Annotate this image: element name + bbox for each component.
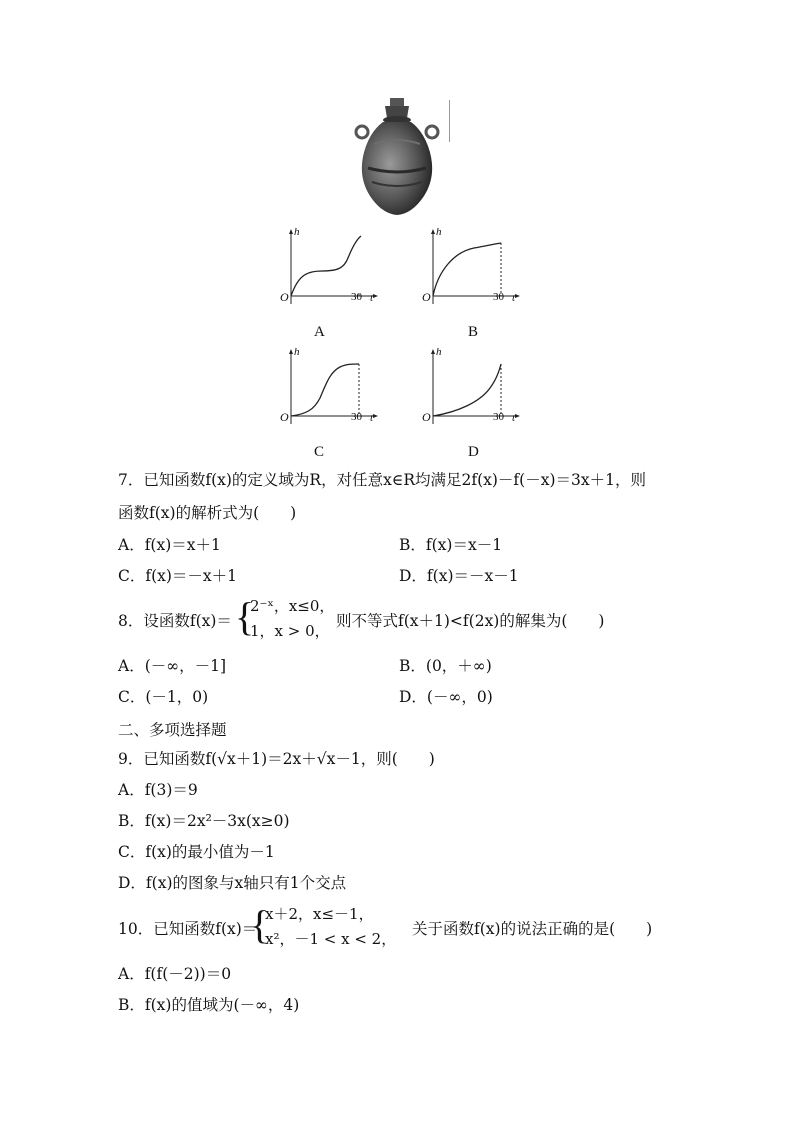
q10-stem-suffix: 关于函数f(x)的说法正确的是( ) (412, 920, 653, 938)
q7-option-b: B．f(x)＝x－1 (399, 536, 503, 554)
q7-stem-line1: 7．已知函数f(x)的定义域为R，对任意x∈R均满足2f(x)－f(－x)＝3x＋1，则 (118, 471, 646, 489)
q9-option-d: D．f(x)的图象与x轴只有1个交点 (118, 874, 347, 892)
q7-option-a: A．f(x)＝x＋1 (118, 536, 221, 554)
graph-b (414, 226, 524, 306)
graph-a-label: A (314, 324, 325, 340)
graph-d-label: D (468, 444, 479, 460)
q10-piece2: x²，－1 < x < 2， (265, 930, 397, 948)
q8-option-c: C．(－1，0) (118, 688, 209, 706)
graph-c-ylabel: h (294, 346, 300, 358)
q9-option-b: B．f(x)＝2x²－3x(x≥0) (118, 812, 290, 830)
q8-piece1: 2⁻ˣ，x≤0， (250, 597, 335, 615)
graph-d-xlabel: t (512, 412, 516, 424)
graph-a-tick: 30 (351, 291, 362, 303)
graph-c-label: C (314, 444, 325, 460)
q9-option-c: C．f(x)的最小值为－1 (118, 843, 275, 861)
q10-piece1: x＋2，x≤－1， (265, 905, 374, 923)
graph-b-label: B (468, 324, 479, 340)
q7-option-d: D．f(x)＝－x－1 (399, 567, 519, 585)
graph-b-xlabel: t (512, 292, 516, 304)
q7-option-c: C．f(x)＝－x＋1 (118, 567, 238, 585)
graph-d-tick: 30 (493, 411, 504, 423)
graph-c-origin: O (280, 410, 289, 424)
q8-piece2: 1，x > 0， (250, 622, 330, 640)
section-heading: 二、多项选择题 (118, 721, 227, 739)
q10-option-b: B．f(x)的值域为(－∞，4) (118, 996, 300, 1014)
photo-edge-mark (449, 100, 450, 142)
graph-a-origin: O (280, 290, 289, 304)
graph-a-ylabel: h (294, 226, 300, 238)
q8-brace: { (235, 594, 255, 639)
graph-d-ylabel: h (436, 346, 442, 358)
graph-b-ylabel: h (436, 226, 442, 238)
bronze-vase-image (352, 96, 442, 218)
graph-b-origin: O (422, 290, 431, 304)
q8-stem-suffix: 则不等式f(x＋1)<f(2x)的解集为( ) (336, 612, 605, 630)
graph-c-xlabel: t (370, 412, 374, 424)
graph-c (272, 346, 382, 426)
graph-d-origin: O (422, 410, 431, 424)
q8-option-a: A．(－∞，－1] (118, 657, 227, 675)
graph-b-tick: 30 (493, 291, 504, 303)
q9-stem: 9．已知函数f(√x＋1)＝2x＋√x－1，则( ) (118, 750, 435, 768)
q7-stem-line2: 函数f(x)的解析式为( ) (118, 504, 297, 522)
graph-d (414, 346, 524, 426)
q8-option-b: B．(0，＋∞) (399, 657, 492, 675)
q10-brace: { (250, 902, 270, 947)
q8-stem-prefix: 8．设函数f(x)＝ (118, 612, 232, 630)
graph-a-xlabel: t (370, 292, 374, 304)
q9-option-a: A．f(3)＝9 (118, 781, 198, 799)
graph-c-tick: 30 (351, 411, 362, 423)
graph-a (272, 226, 382, 306)
q10-option-a: A．f(f(－2))＝0 (118, 965, 232, 983)
q8-option-d: D．(－∞，0) (399, 688, 493, 706)
q10-stem-prefix: 10．已知函数f(x)＝ (118, 920, 258, 938)
